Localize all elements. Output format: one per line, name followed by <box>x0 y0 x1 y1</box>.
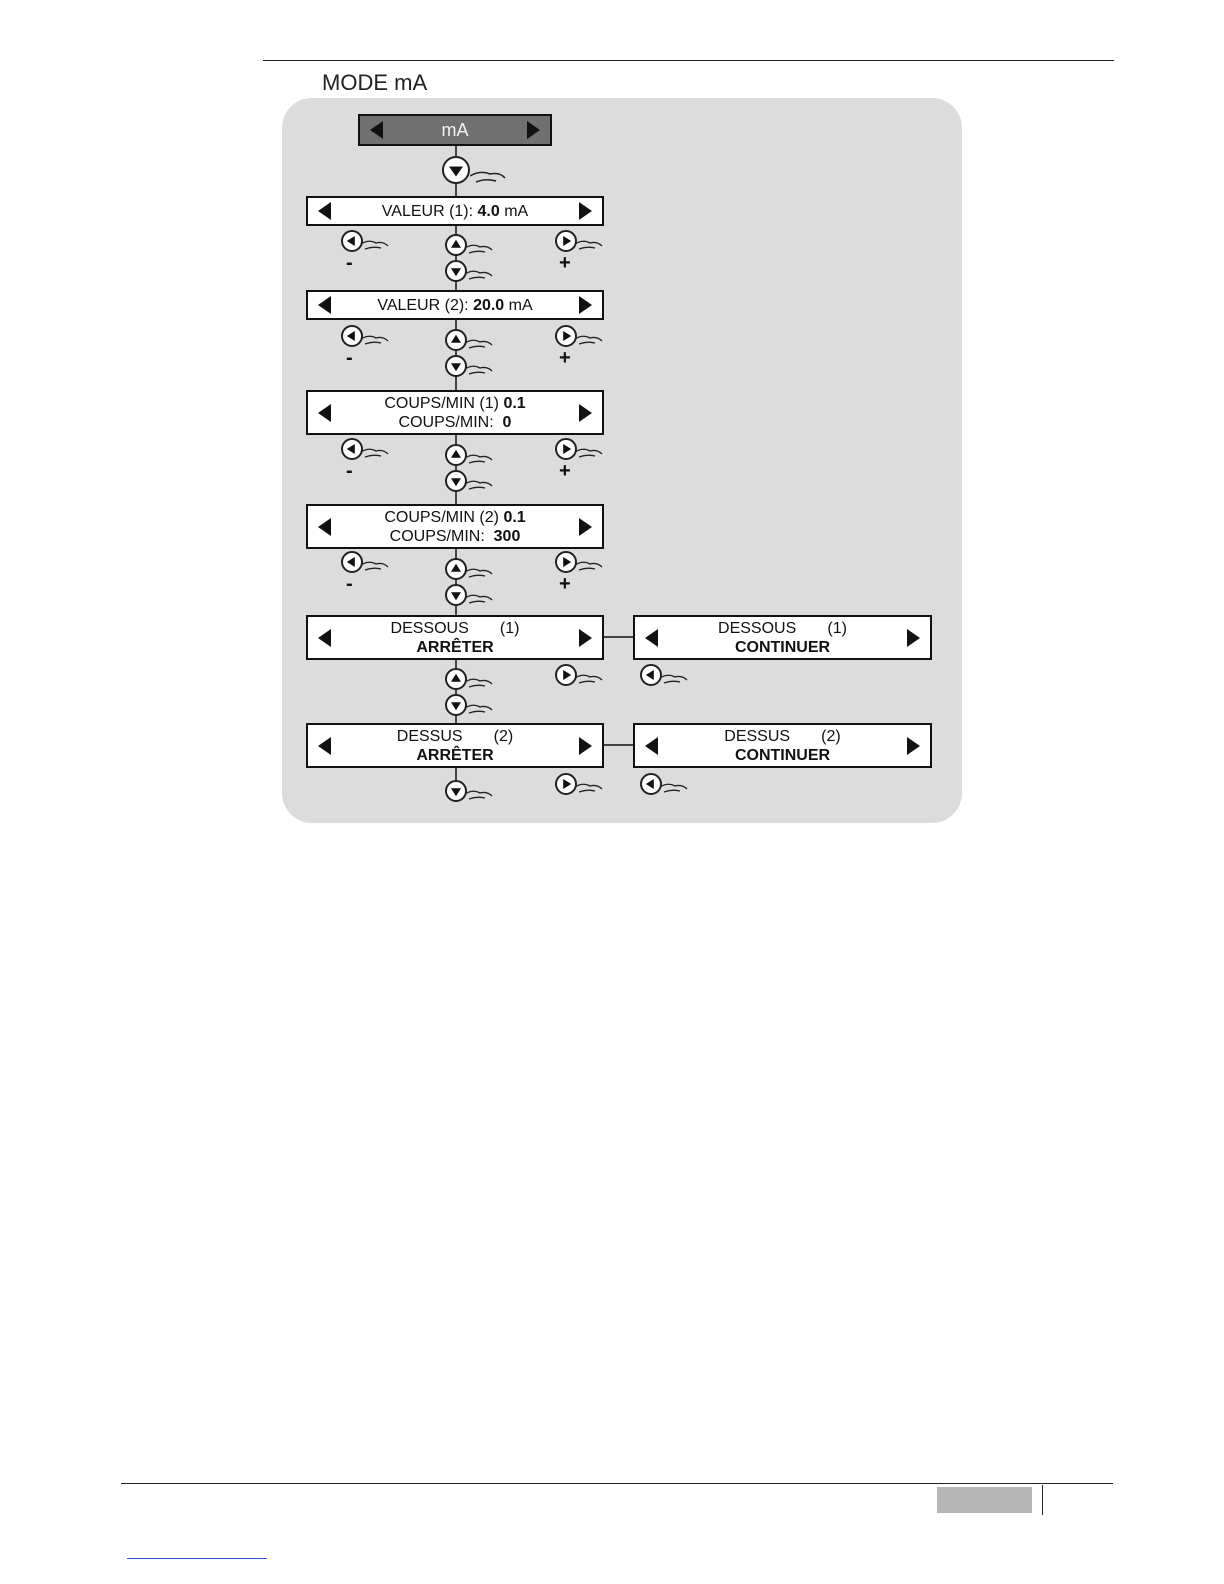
arrow-left-icon <box>370 121 383 139</box>
arrow-left-icon <box>318 629 331 647</box>
right-button[interactable] <box>555 773 577 795</box>
left-arrow-icon <box>646 670 654 680</box>
plus-sign: + <box>559 573 571 595</box>
arrow-left-icon <box>645 629 658 647</box>
minus-sign: - <box>346 347 353 369</box>
hand-pointer-icon <box>465 478 493 492</box>
arrow-left-icon <box>318 202 331 220</box>
hand-pointer-icon <box>465 702 493 716</box>
down-arrow-icon <box>451 788 461 796</box>
dessus-arreter-line1: DESSUS (2) <box>396 727 514 745</box>
arrow-left-icon <box>318 518 331 536</box>
footer-divider <box>1042 1485 1043 1515</box>
up-button[interactable] <box>445 444 467 466</box>
connector-dessus <box>604 744 634 746</box>
mode-selector-box <box>358 114 552 146</box>
down-arrow-icon <box>451 702 461 710</box>
valeur-1-box <box>306 196 604 226</box>
coups-1-label: COUPS/MIN (1) <box>384 394 504 412</box>
hand-pointer-icon <box>660 781 688 795</box>
coups-2-rate-label: COUPS/MIN: <box>389 527 494 545</box>
arrow-right-icon <box>579 737 592 755</box>
down-button[interactable] <box>445 355 467 377</box>
right-arrow-icon <box>563 236 571 246</box>
hand-pointer-icon <box>575 559 603 573</box>
right-button[interactable] <box>555 230 577 252</box>
valeur-1-unit: mA <box>499 202 529 220</box>
hand-pointer-icon <box>575 781 603 795</box>
dessus-arreter-line2: ARRÊTER <box>416 746 494 764</box>
coups-min-1-box <box>306 390 604 435</box>
down-arrow-icon <box>449 167 463 177</box>
coups-2-rate-value: 300 <box>493 527 521 545</box>
coups-1-value: 0.1 <box>503 394 526 412</box>
left-button[interactable] <box>341 551 363 573</box>
hand-pointer-icon <box>465 788 493 802</box>
up-arrow-icon <box>451 240 461 248</box>
down-button[interactable] <box>445 584 467 606</box>
valeur-2-value: 20.0 <box>473 296 505 314</box>
arrow-left-icon <box>318 296 331 314</box>
up-arrow-icon <box>451 335 461 343</box>
dessous-arreter-box <box>306 615 604 660</box>
coups-min-2-box <box>306 504 604 549</box>
hand-pointer-icon <box>465 452 493 466</box>
minus-sign: - <box>346 252 353 274</box>
footer-page-box <box>937 1487 1032 1513</box>
up-button[interactable] <box>445 558 467 580</box>
down-arrow-icon <box>451 478 461 486</box>
left-arrow-icon <box>347 444 355 454</box>
arrow-left-icon <box>318 737 331 755</box>
up-arrow-icon <box>451 564 461 572</box>
hand-pointer-icon <box>465 337 493 351</box>
left-button[interactable] <box>341 230 363 252</box>
dessous-continuer-box <box>633 615 932 660</box>
coups-1-rate-value: 0 <box>502 413 512 431</box>
header-rule <box>263 60 1114 61</box>
up-button[interactable] <box>445 668 467 690</box>
dessus-continuer-box <box>633 723 932 768</box>
arrow-right-icon <box>579 629 592 647</box>
minus-sign: - <box>346 460 353 482</box>
right-arrow-icon <box>563 444 571 454</box>
mode-selector-label: mA <box>441 119 469 140</box>
valeur-1-value: 4.0 <box>477 202 500 220</box>
down-button[interactable] <box>445 260 467 282</box>
coups-2-label: COUPS/MIN (2) <box>384 508 504 526</box>
hand-pointer-icon <box>465 242 493 256</box>
arrow-right-icon <box>579 296 592 314</box>
arrow-right-icon <box>579 518 592 536</box>
down-button[interactable] <box>442 156 470 184</box>
plus-sign: + <box>559 252 571 274</box>
hand-pointer-icon <box>361 238 389 252</box>
left-button[interactable] <box>640 773 662 795</box>
dessous-continuer-line1: DESSOUS (1) <box>718 619 847 637</box>
hand-pointer-icon <box>465 592 493 606</box>
footer-rule <box>121 1483 1113 1484</box>
left-button[interactable] <box>341 438 363 460</box>
right-button[interactable] <box>555 664 577 686</box>
hand-pointer-icon <box>465 676 493 690</box>
down-arrow-icon <box>451 592 461 600</box>
coups-1-rate-label: COUPS/MIN: <box>398 413 503 431</box>
minus-sign: - <box>346 573 353 595</box>
arrow-right-icon <box>527 121 540 139</box>
down-button[interactable] <box>445 694 467 716</box>
up-arrow-icon <box>451 450 461 458</box>
arrow-right-icon <box>579 202 592 220</box>
dessus-arreter-box <box>306 723 604 768</box>
connector-dessous <box>604 636 634 638</box>
down-arrow-icon <box>451 363 461 371</box>
left-arrow-icon <box>347 236 355 246</box>
left-arrow-icon <box>347 557 355 567</box>
dessous-arreter-line2: ARRÊTER <box>416 638 494 656</box>
valeur-1-label: VALEUR (1): <box>381 202 478 220</box>
dessus-continuer-line2: CONTINUER <box>734 746 831 764</box>
hand-pointer-icon <box>361 333 389 347</box>
hand-pointer-icon <box>575 333 603 347</box>
hand-pointer-icon <box>470 168 506 186</box>
hand-pointer-icon <box>465 363 493 377</box>
down-arrow-icon <box>451 268 461 276</box>
up-button[interactable] <box>445 234 467 256</box>
hand-pointer-icon <box>361 559 389 573</box>
coups-2-value: 0.1 <box>503 508 526 526</box>
down-button[interactable] <box>445 470 467 492</box>
left-arrow-icon <box>347 331 355 341</box>
right-arrow-icon <box>563 670 571 680</box>
valeur-2-label: VALEUR (2): <box>377 296 474 314</box>
arrow-right-icon <box>907 737 920 755</box>
hand-pointer-icon <box>465 268 493 282</box>
footer-link-underline <box>127 1558 267 1559</box>
up-button[interactable] <box>445 329 467 351</box>
hand-pointer-icon <box>575 238 603 252</box>
left-button[interactable] <box>640 664 662 686</box>
down-button[interactable] <box>445 780 467 802</box>
valeur-2-box <box>306 290 604 320</box>
right-button[interactable] <box>555 438 577 460</box>
hand-pointer-icon <box>575 672 603 686</box>
right-arrow-icon <box>563 331 571 341</box>
plus-sign: + <box>559 460 571 482</box>
left-button[interactable] <box>341 325 363 347</box>
dessous-continuer-line2: CONTINUER <box>734 638 831 656</box>
hand-pointer-icon <box>660 672 688 686</box>
page-title: MODE mA <box>322 70 428 95</box>
plus-sign: + <box>559 347 571 369</box>
arrow-left-icon <box>645 737 658 755</box>
hand-pointer-icon <box>575 446 603 460</box>
dessous-arreter-line1: DESSOUS (1) <box>390 619 520 637</box>
up-arrow-icon <box>451 674 461 682</box>
right-button[interactable] <box>555 325 577 347</box>
right-button[interactable] <box>555 551 577 573</box>
arrow-right-icon <box>907 629 920 647</box>
arrow-right-icon <box>579 404 592 422</box>
arrow-left-icon <box>318 404 331 422</box>
right-arrow-icon <box>563 779 571 789</box>
left-arrow-icon <box>646 779 654 789</box>
right-arrow-icon <box>563 557 571 567</box>
hand-pointer-icon <box>465 566 493 580</box>
dessus-continuer-line1: DESSUS (2) <box>724 727 841 745</box>
valeur-2-unit: mA <box>504 296 533 314</box>
hand-pointer-icon <box>361 446 389 460</box>
